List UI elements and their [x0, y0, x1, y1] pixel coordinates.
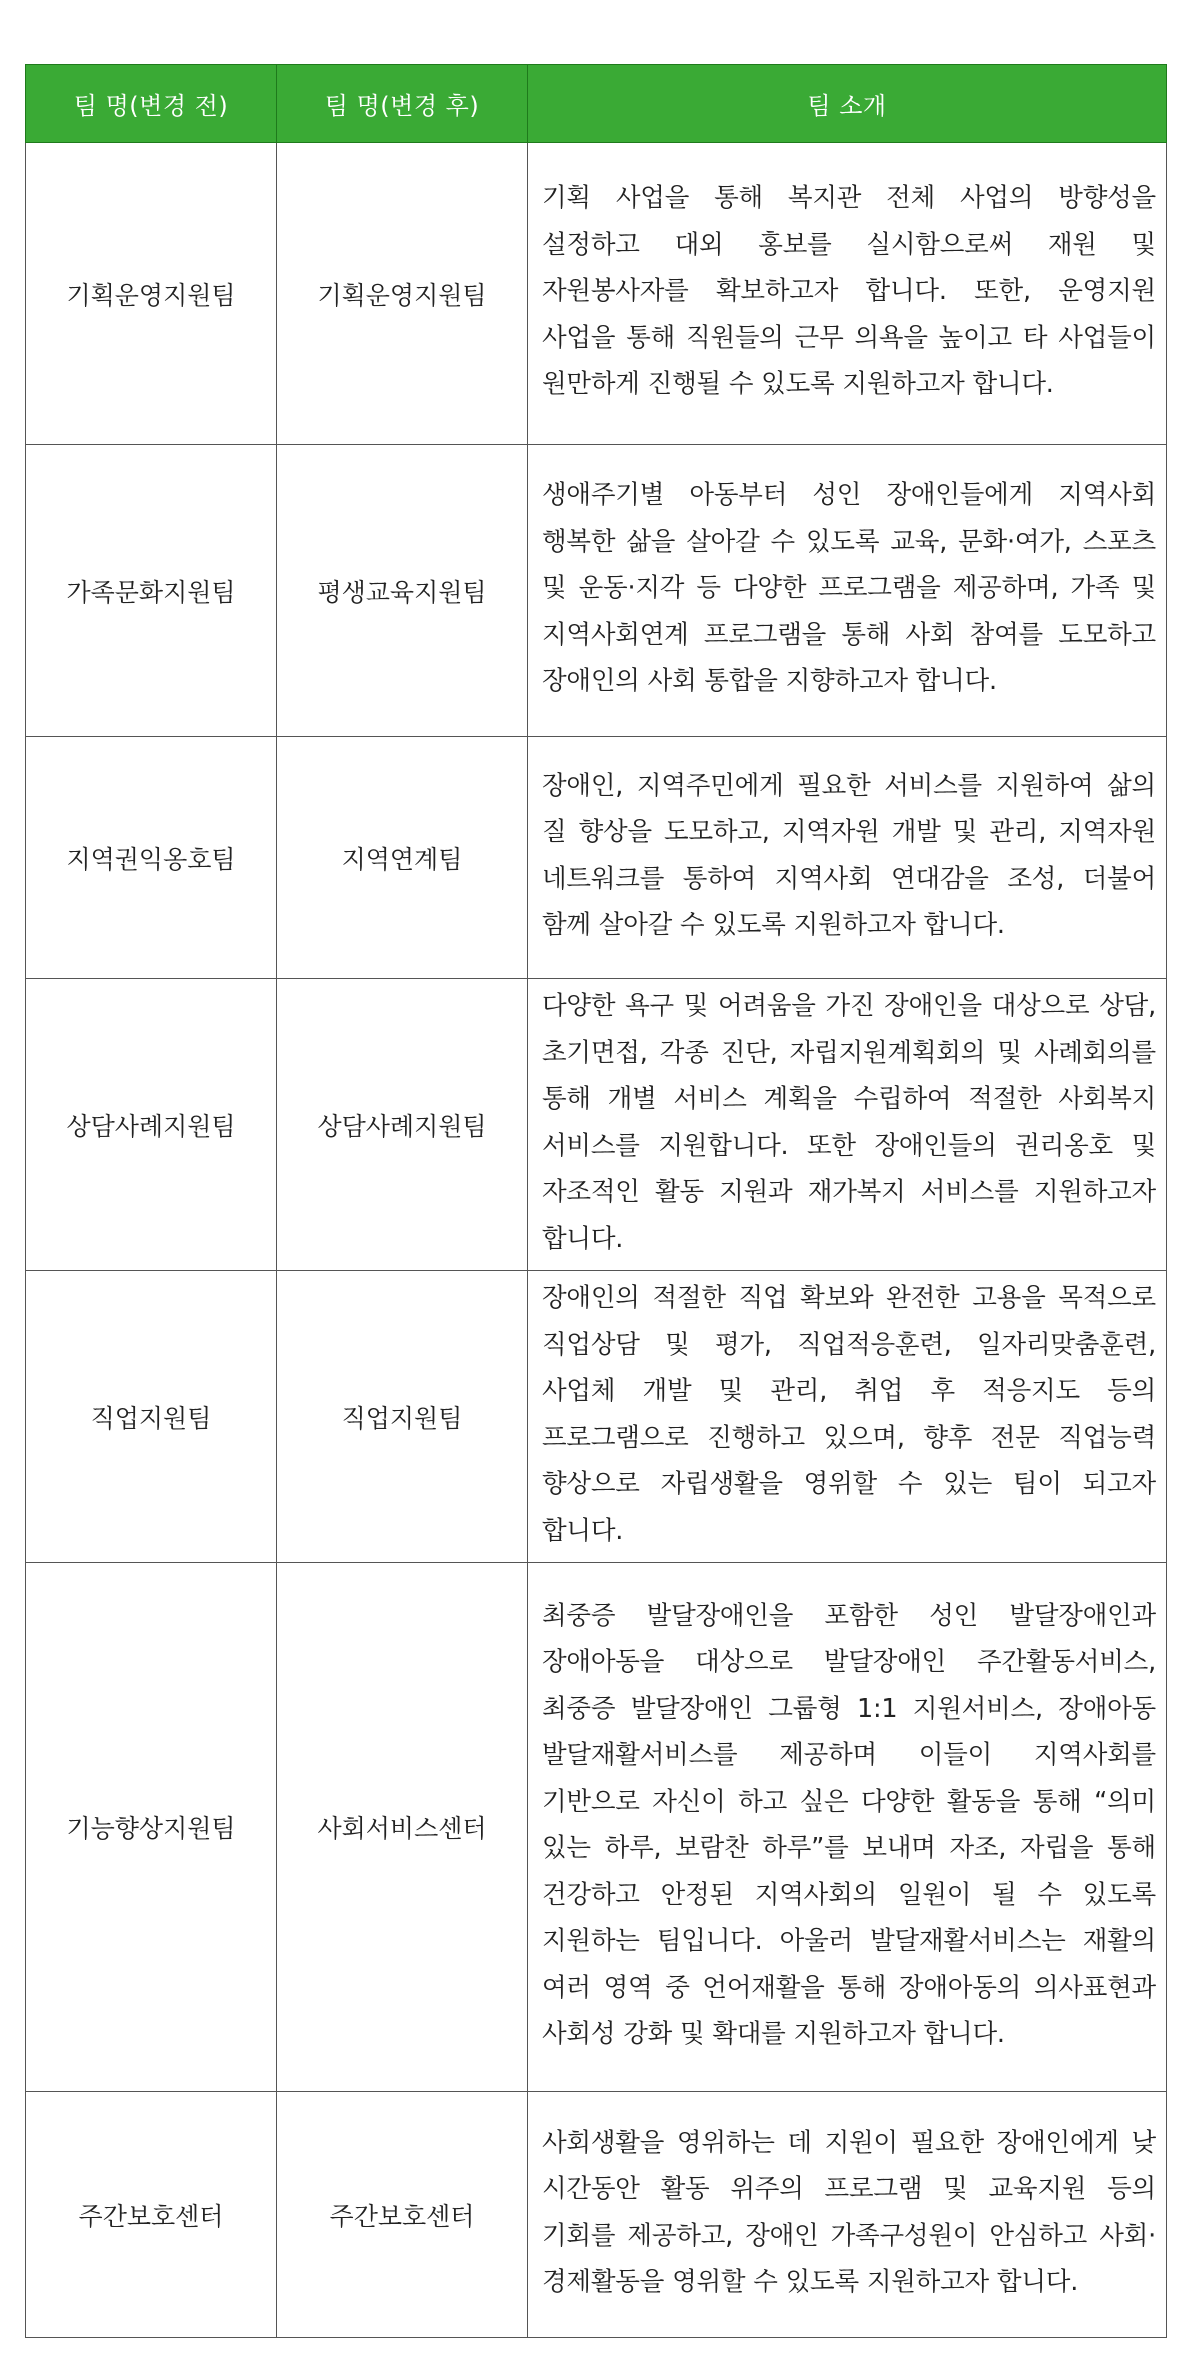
table-row: [26, 737, 1167, 979]
team-name-after: 상담사례지원팀: [277, 979, 528, 1271]
team-intro: 최중증 발달장애인을 포함한 성인 발달장애인과 장애아동을 대상으로 발달장애인 주간활동서비스, 최중증 발달장애인 그룹형 1:1 지원서비스, 장애아동 발달재활서비스를 제공하며 이들이 지역사회를 기반으로 자신이 하고 싶은 다양한 활동을 통해 “의미 있는 하루, 보람찬 하루”를 보내며 자조, 자립을 통해 건강하고 안정된 지역사회의 일원이 될 수 있도록 지원하는 팀입니다. 아울러 발달재활서비스는 재활의 여러 영역 중 언어재활을 통해 장애아동의 의사표현과 사회성 강화 및 확대를 지원하고자 합니다.: [528, 1563, 1167, 2092]
team-name-before: 기능향상지원팀: [26, 1563, 277, 2092]
team-name-before: 상담사례지원팀: [26, 979, 277, 1271]
team-name-after: 사회서비스센터: [277, 1563, 528, 2092]
header-row: [26, 65, 1167, 143]
team-intro: 생애주기별 아동부터 성인 장애인들에게 지역사회 행복한 삶을 살아갈 수 있도록 교육, 문화·여가, 스포츠 및 운동·지각 등 다양한 프로그램을 제공하며, 가족 및 지역사회연계 프로그램을 통해 사회 참여를 도모하고 장애인의 사회 통합을 지향하고자 합니다.: [528, 445, 1167, 737]
team-name-after: 직업지원팀: [277, 1271, 528, 1563]
table-row: [26, 1563, 1167, 2092]
team-intro: 기획 사업을 통해 복지관 전체 사업의 방향성을 설정하고 대외 홍보를 실시함으로써 재원 및 자원봉사자를 확보하고자 합니다. 또한, 운영지원 사업을 통해 직원들의 근무 의욕을 높이고 타 사업들이 원만하게 진행될 수 있도록 지원하고자 합니다.: [528, 143, 1167, 445]
table-header: [26, 65, 1167, 143]
table-row: [26, 445, 1167, 737]
header-team-name-after: 팀 명(변경 후): [277, 65, 528, 143]
team-name-after: 주간보호센터: [277, 2092, 528, 2338]
team-name-after: 평생교육지원팀: [277, 445, 528, 737]
header-team-name-before: 팀 명(변경 전): [26, 65, 277, 143]
table-row: [26, 2092, 1167, 2338]
team-name-before: 지역권익옹호팀: [26, 737, 277, 979]
team-table: [25, 64, 1167, 2338]
table-row: [26, 143, 1167, 445]
team-name-before: 가족문화지원팀: [26, 445, 277, 737]
team-name-after: 기획운영지원팀: [277, 143, 528, 445]
team-intro: 장애인, 지역주민에게 필요한 서비스를 지원하여 삶의 질 향상을 도모하고, 지역자원 개발 및 관리, 지역자원 네트워크를 통하여 지역사회 연대감을 조성, 더불어 함께 살아갈 수 있도록 지원하고자 합니다.: [528, 737, 1167, 979]
team-name-before: 직업지원팀: [26, 1271, 277, 1563]
team-intro: 장애인의 적절한 직업 확보와 완전한 고용을 목적으로 직업상담 및 평가, 직업적응훈련, 일자리맞춤훈련, 사업체 개발 및 관리, 취업 후 적응지도 등의 프로그램으로 진행하고 있으며, 향후 전문 직업능력 향상으로 자립생활을 영위할 수 있는 팀이 되고자 합니다.: [528, 1271, 1167, 1563]
team-intro: 다양한 욕구 및 어려움을 가진 장애인을 대상으로 상담, 초기면접, 각종 진단, 자립지원계획회의 및 사례회의를 통해 개별 서비스 계획을 수립하여 적절한 사회복지 서비스를 지원합니다. 또한 장애인들의 권리옹호 및 자조적인 활동 지원과 재가복지 서비스를 지원하고자 합니다.: [528, 979, 1167, 1271]
table-row: [26, 979, 1167, 1271]
team-name-before: 기획운영지원팀: [26, 143, 277, 445]
table-row: [26, 1271, 1167, 1563]
team-intro: 사회생활을 영위하는 데 지원이 필요한 장애인에게 낮 시간동안 활동 위주의 프로그램 및 교육지원 등의 기회를 제공하고, 장애인 가족구성원이 안심하고 사회·경제활동을 영위할 수 있도록 지원하고자 합니다.: [528, 2092, 1167, 2338]
header-team-intro: 팀 소개: [528, 65, 1167, 143]
team-table-container: [25, 64, 1166, 2338]
team-name-before: 주간보호센터: [26, 2092, 277, 2338]
team-name-after: 지역연계팀: [277, 737, 528, 979]
table-body: [26, 143, 1167, 2338]
